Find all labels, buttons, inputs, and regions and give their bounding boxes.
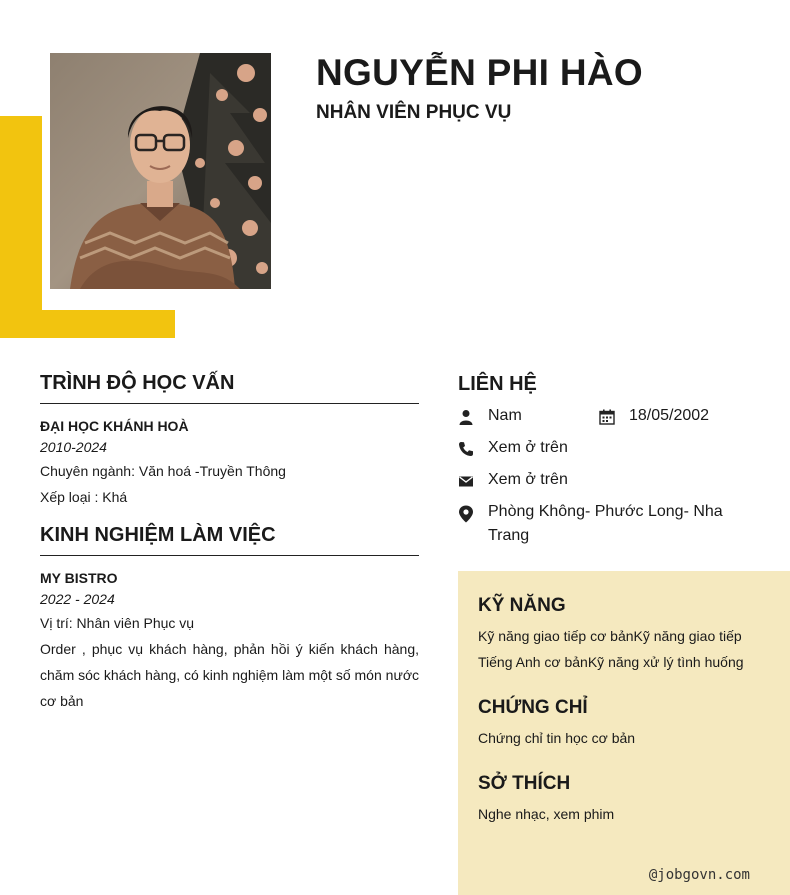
- hobbies-text: Nghe nhạc, xem phim: [478, 806, 615, 822]
- hobbies-section: [478, 773, 778, 827]
- hobbies-heading: SỞ THÍCH: [478, 773, 571, 794]
- contact-heading: LIÊN HỆ: [458, 373, 537, 395]
- skills-panel: [458, 571, 790, 895]
- candidate-name: NGUYỄN PHI HÀO: [316, 52, 643, 93]
- contact-email: Xem ở trên: [488, 471, 568, 488]
- experience-entry: [40, 568, 419, 714]
- education-grade: Xếp loại : Khá: [40, 489, 128, 505]
- experience-position: Vị trí: Nhân viên Phục vụ: [40, 615, 195, 631]
- skills-line: Kỹ năng giao tiếp cơ bảnKỹ năng giao tiếp: [478, 628, 742, 644]
- accent-bar-horizontal: [0, 310, 175, 338]
- phone-icon: [458, 441, 474, 457]
- job-title: NHÂN VIÊN PHỤC VỤ: [316, 102, 512, 123]
- education-major: Chuyên ngành: Văn hoá -Truyền Thông: [40, 463, 286, 479]
- contact-phone: Xem ở trên: [488, 439, 568, 456]
- person-icon: [458, 409, 474, 425]
- profile-photo: [50, 53, 271, 289]
- calendar-icon: [599, 409, 615, 425]
- contact-birthday: 18/05/2002: [629, 407, 710, 424]
- certificates-section: [478, 697, 778, 751]
- mail-icon: [458, 473, 474, 489]
- experience-heading: KINH NGHIỆM LÀM VIỆC: [40, 524, 419, 556]
- certificates-heading: CHỨNG CHỈ: [478, 697, 588, 718]
- left-column: [40, 372, 419, 714]
- location-pin-icon: [458, 505, 474, 521]
- contact-gender: Nam: [488, 407, 522, 424]
- education-years: 2010-2024: [40, 439, 107, 455]
- skills-line: Tiếng Anh cơ bảnKỹ năng xử lý tình huống: [478, 654, 744, 670]
- education-entry: [40, 416, 419, 510]
- experience-description: Order , phục vụ khách hàng, phản hồi ý kiến khách hàng, chăm sóc khách hàng, có kinh nghiệm làm một số món nước cơ bản: [40, 641, 419, 709]
- school-name: ĐẠI HỌC KHÁNH HOÀ: [40, 418, 189, 434]
- skills-heading: KỸ NĂNG: [478, 595, 566, 616]
- skills-section: [478, 595, 778, 675]
- accent-bar-vertical: [0, 116, 42, 338]
- certificates-text: Chứng chỉ tin học cơ bản: [478, 730, 636, 746]
- watermark: @jobgovn.com: [648, 867, 750, 883]
- contact-address: Phòng Không- Phước Long- Nha Trang: [488, 503, 723, 544]
- experience-years: 2022 - 2024: [40, 591, 115, 607]
- company-name: MY BISTRO: [40, 570, 118, 586]
- education-heading: TRÌNH ĐỘ HỌC VẤN: [40, 372, 419, 404]
